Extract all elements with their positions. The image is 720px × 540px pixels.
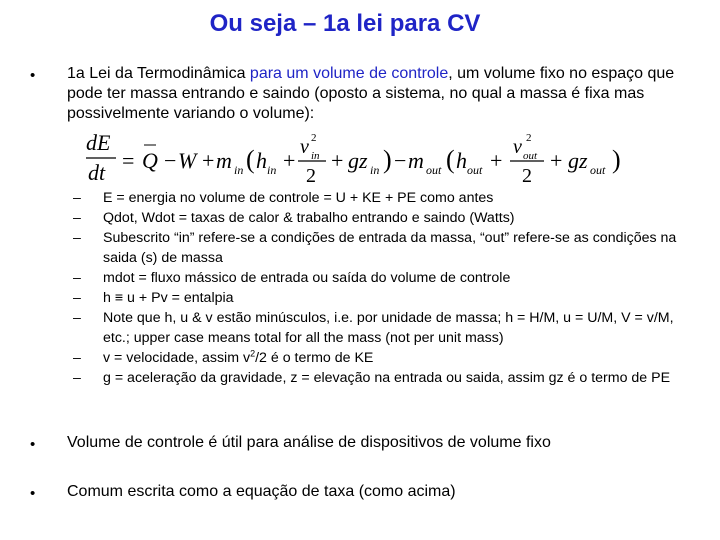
list-item-text: E = energia no volume de controle = U + KE + PE como antes <box>103 190 494 206</box>
eq-dE: dE <box>86 130 111 155</box>
eq-sub-in-4: in <box>370 163 380 177</box>
eq-v-out-squared: 2 <box>526 132 532 144</box>
list-item-pre: v = velocidade, assim v <box>103 350 251 366</box>
eq-sub-in-2: in <box>267 163 277 177</box>
list-item <box>73 308 703 348</box>
eq-h-in: h <box>256 148 267 173</box>
eq-sub-in-3: in <box>311 150 320 162</box>
eq-plus-3: + <box>331 148 344 173</box>
list-item <box>73 188 703 208</box>
eq-sub-out-3: out <box>523 150 538 162</box>
dash-marker: – <box>73 270 81 286</box>
list-item-text: g = aceleração da gravidade, z = elevação na entrada ou saida, assim gz é o termo de PE <box>103 370 671 386</box>
bullet-1-pre: 1a Lei da Termodinâmica <box>67 65 250 82</box>
eq-minus-1: − <box>164 148 177 173</box>
list-item-text: Note que h, u & v estão minúsculos, i.e. por unidade de massa; h = H/M, u = U/M, V = v/M, etc.; upper case means total for all the mass (not per unit mass) <box>103 310 674 346</box>
eq-v-in: v <box>300 136 309 158</box>
eq-v-out: v <box>513 136 522 158</box>
bullet-1-highlight: para um volume de controle <box>249 65 449 82</box>
eq-two-in: 2 <box>306 165 316 184</box>
first-law-equation <box>86 128 646 184</box>
list-item-text: Qdot, Wdot = taxas de calor & trabalho entrando e saindo (Watts) <box>103 210 515 226</box>
eq-lparen-2: ( <box>446 145 455 174</box>
definitions-list <box>73 188 703 388</box>
list-item-sup: 2 <box>250 348 256 359</box>
list-item-text: h ≡ u + Pv = entalpia <box>103 290 234 306</box>
list-item-text: mdot = fluxo mássico de entrada ou saída do volume de controle <box>103 270 511 286</box>
eq-h-out: h <box>456 148 467 173</box>
bullet-1-text <box>67 64 697 124</box>
eq-Q: Q <box>142 148 158 173</box>
eq-plus-2: + <box>283 148 296 173</box>
eq-v-in-squared: 2 <box>311 132 317 144</box>
dash-marker: – <box>73 350 81 366</box>
eq-sub-out-1: out <box>426 163 442 177</box>
list-item <box>73 288 703 308</box>
eq-two-out: 2 <box>522 165 532 184</box>
eq-gz-in: gz <box>348 148 368 173</box>
list-item <box>73 348 703 368</box>
list-item <box>73 368 703 388</box>
eq-W: W <box>178 148 197 173</box>
bullet-3-marker: • <box>30 485 36 502</box>
eq-rparen-2: ) <box>612 145 621 174</box>
bullet-2-marker: • <box>30 436 36 453</box>
list-item <box>73 228 703 268</box>
list-item <box>73 268 703 288</box>
eq-m-out: m <box>408 148 424 173</box>
eq-plus-4: + <box>490 148 503 173</box>
dash-marker: – <box>73 290 81 306</box>
list-item-post: /2 é o termo de KE <box>255 350 374 366</box>
list-item <box>73 208 703 228</box>
dash-marker: – <box>73 190 81 206</box>
dash-marker: – <box>73 210 81 226</box>
bullet-1-post: , um volume fixo no espaço que pode ter massa entrando e saindo (oposto a sistema, no qual a massa é fixa mas possivelmente variando o volume): <box>67 65 675 122</box>
eq-m-in: m <box>216 148 232 173</box>
dash-marker: – <box>73 370 81 386</box>
bullet-1-marker: • <box>30 67 36 84</box>
bullet-3-text: Comum escrita como a equação de taxa (como acima) <box>67 483 456 500</box>
eq-dt: dt <box>88 160 106 184</box>
eq-equals: = <box>122 148 135 173</box>
eq-lparen-1: ( <box>246 145 255 174</box>
eq-gz-out: gz <box>568 148 588 173</box>
list-item-text: Subescrito “in” refere-se a condições de entrada da massa, “out” refere-se as condições na saida (s) de massa <box>103 230 677 266</box>
eq-plus-5: + <box>550 148 563 173</box>
eq-plus-1: + <box>202 148 215 173</box>
dash-marker: – <box>73 230 81 246</box>
dash-marker: – <box>73 310 81 326</box>
page-title: Ou seja – 1a lei para CV <box>209 10 481 37</box>
eq-sub-in-1: in <box>234 163 244 177</box>
bullet-2-text: Volume de controle é útil para análise de dispositivos de volume fixo <box>67 434 551 451</box>
eq-sub-out-4: out <box>590 163 606 177</box>
eq-sub-out-2: out <box>467 163 483 177</box>
eq-minus-2: − <box>394 148 407 173</box>
eq-rparen-1: ) <box>383 145 392 174</box>
